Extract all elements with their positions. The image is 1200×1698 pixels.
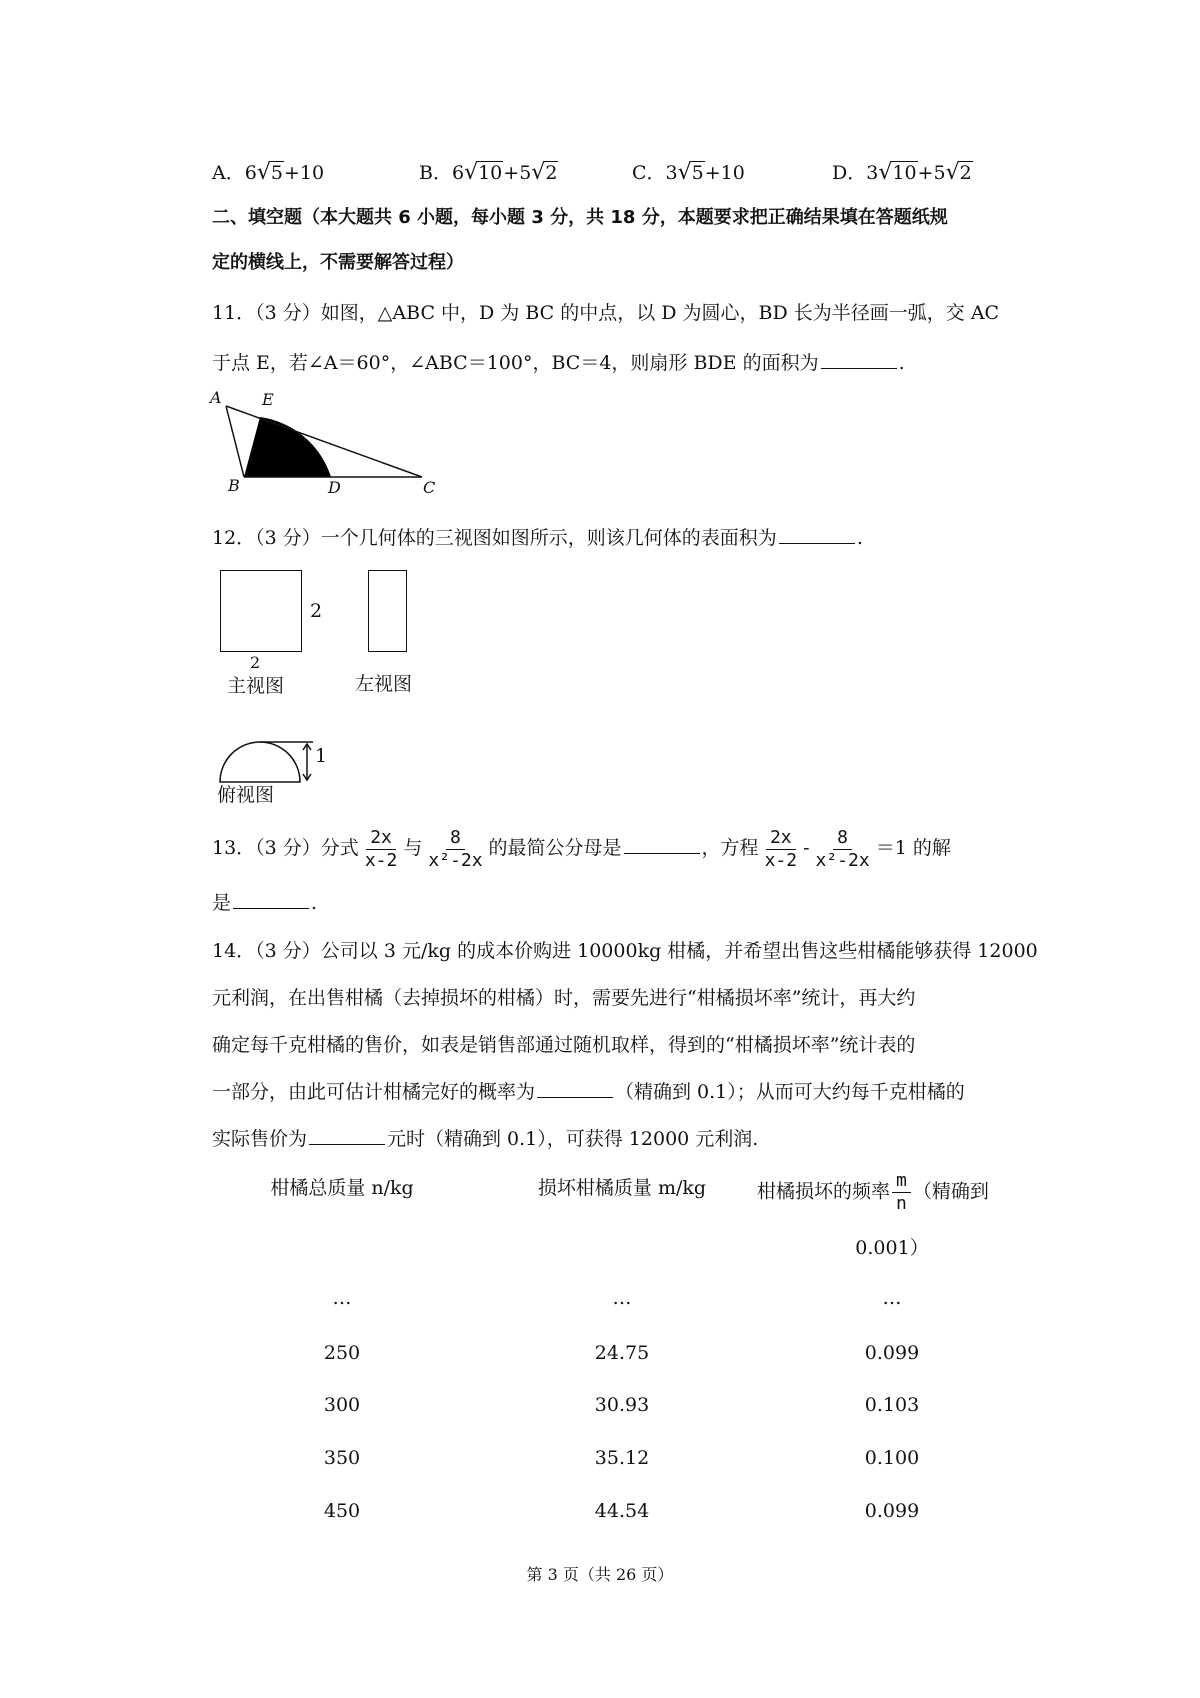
q13-answer-blank-2[interactable] (233, 890, 309, 909)
table-row: 35.12 (594, 1447, 650, 1469)
front-view-height-dim: 2 (310, 600, 323, 622)
table-row: 300 (323, 1394, 361, 1416)
table-header-damaged: 损坏柑橘质量 m/kg (537, 1177, 707, 1199)
top-view-height-dim: 1 (315, 745, 328, 767)
q14-answer-blank-2[interactable] (309, 1126, 385, 1145)
option-d[interactable]: D．3 √ 10 +5 √ 2 (832, 160, 972, 185)
table-header-rate: 柑橘损坏的频率 $\frac{m}{n}$ （精确到 (757, 1170, 989, 1214)
fraction-2x-over-x-2: $\frac{2x}{x-2}$ (364, 826, 398, 871)
table-row: … (332, 1287, 352, 1309)
table-row: 44.54 (594, 1500, 650, 1522)
front-view-square (220, 570, 302, 652)
option-a[interactable]: A．6 √ 5 +10 (212, 160, 325, 185)
q13-line1: 13．（3 分）分式 $\frac{2x}{x-2}$ 与 $\frac{8}{\text{x²-2x}}$ 的最简公分母是 ，方程 $\frac{2x}{x-2}$ - $\frac{8}{\text{x²-2x}}$ ＝1 的解 (212, 826, 951, 871)
table-row: 450 (323, 1500, 361, 1522)
left-view-rect (368, 570, 407, 652)
front-view-width-dim: 2 (250, 653, 261, 672)
point-c-label: C (423, 478, 436, 497)
table-row: 24.75 (594, 1342, 650, 1364)
answer-options (212, 158, 1112, 188)
table-header-total: 柑橘总质量 n/kg (270, 1177, 414, 1199)
table-row: 0.100 (864, 1447, 920, 1469)
table-header-rate-cont: 0.001） (855, 1237, 929, 1259)
q14-line5: 实际售价为 元时（精确到 0.1），可获得 12000 元利润. (212, 1128, 759, 1150)
table-row: 0.103 (864, 1394, 920, 1416)
table-row: 0.099 (864, 1500, 920, 1522)
section-title-line1: 二、填空题（本大题共 6 小题，每小题 3 分，共 18 分，本题要求把正确结果填在答题纸规 (212, 207, 948, 228)
fraction-8-over-x2-2x: $\frac{8}{\text{x²-2x}}$ (428, 826, 483, 871)
table-row: 30.93 (594, 1394, 650, 1416)
section-title-line2: 定的横线上，不需要解答过程） (212, 252, 464, 273)
q14-line2: 元利润，在出售柑橘（去掉损坏的柑橘）时，需要先进行“柑橘损坏率”统计，再大约 (212, 987, 916, 1009)
table-row: 350 (323, 1447, 361, 1469)
q13-answer-blank-1[interactable] (624, 835, 700, 854)
q14-line3: 确定每千克柑橘的售价，如表是销售部通过随机取样，得到的“柑橘损坏率”统计表的 (212, 1034, 916, 1056)
q12-line1: 12．（3 分）一个几何体的三视图如图所示，则该几何体的表面积为 . (212, 527, 863, 549)
left-view-label: 左视图 (355, 673, 413, 695)
damage-rate-table (212, 1170, 1042, 1540)
q14-line4: 一部分，由此可估计柑橘完好的概率为 （精确到 0.1）；从而可大约每千克柑橘的 (212, 1081, 965, 1103)
q12-figure (215, 565, 435, 805)
option-b[interactable]: B．6 √ 10 +5 √ 2 (419, 160, 558, 185)
point-d-label: D (328, 478, 341, 497)
q14-answer-blank-1[interactable] (537, 1079, 613, 1098)
point-e-label: E (262, 390, 274, 409)
table-row: 0.099 (864, 1342, 920, 1364)
equation-fraction-2: $\frac{8}{\text{x²-2x}}$ (815, 826, 870, 871)
table-row: … (612, 1287, 632, 1309)
q11-answer-blank[interactable] (821, 350, 897, 369)
q11-line2: 于点 E，若∠A＝60°，∠ABC＝100°，BC＝4，则扇形 BDE 的面积为 . (212, 352, 905, 374)
page-footer: 第 3 页（共 26 页） (526, 1565, 674, 1584)
top-view-label: 俯视图 (217, 784, 275, 806)
point-a-label: A (210, 388, 222, 407)
table-row: 250 (323, 1342, 361, 1364)
q11-line1: 11．（3 分）如图，△ABC 中，D 为 BC 的中点，以 D 为圆心，BD 长为半径画一弧，交 AC (212, 302, 1000, 324)
q13-line2: 是 . (212, 892, 318, 914)
equation-fraction-1: $\frac{2x}{x-2}$ (764, 826, 798, 871)
point-b-label: B (228, 476, 240, 495)
front-view-label: 主视图 (227, 675, 285, 697)
q14-line1: 14．（3 分）公司以 3 元/kg 的成本价购进 10000kg 柑橘，并希望出售这些柑橘能够获得 12000 (212, 940, 1038, 962)
table-row: … (882, 1287, 902, 1309)
q11-figure (210, 388, 450, 498)
q12-answer-blank[interactable] (779, 525, 855, 544)
fraction-m-over-n: $\frac{m}{n}$ (892, 1170, 911, 1215)
option-c[interactable]: C．3 √ 5 +10 (632, 160, 745, 185)
sector-bde (244, 417, 331, 477)
